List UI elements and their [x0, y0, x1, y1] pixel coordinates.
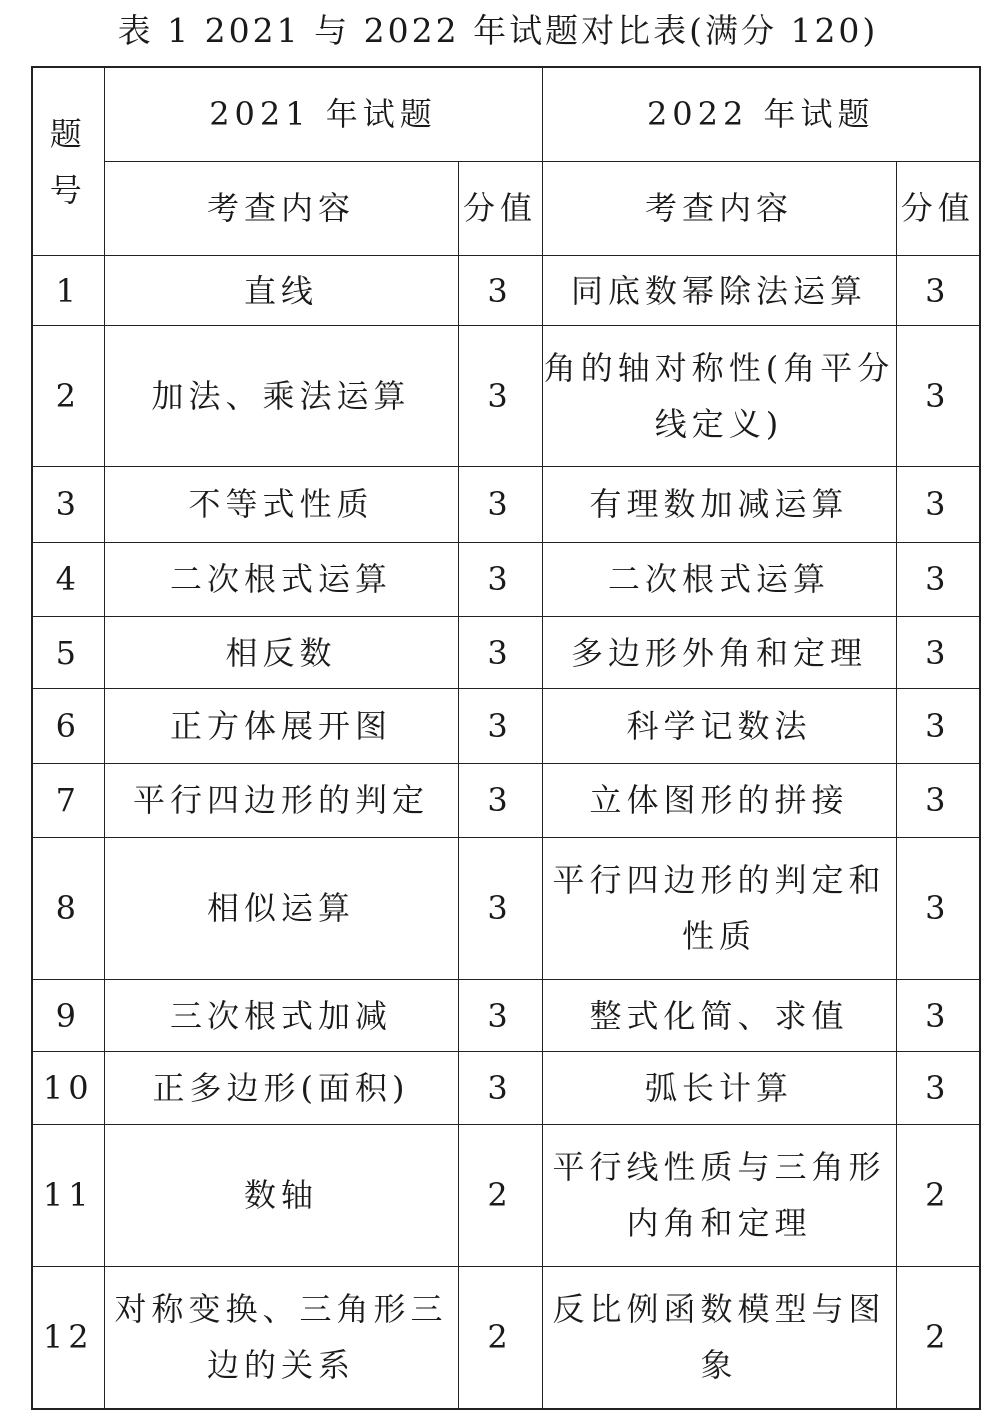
question-number: 3	[32, 466, 104, 542]
score-2022: 3	[896, 837, 980, 979]
content-2022: 立体图形的拼接	[542, 763, 896, 837]
header-2022: 2022 年试题	[542, 67, 980, 161]
score-2021: 3	[458, 542, 542, 616]
score-2021: 3	[458, 326, 542, 466]
score-2021: 3	[458, 837, 542, 979]
content-2022: 同底数幂除法运算	[542, 256, 896, 326]
table-row	[32, 1052, 980, 1124]
table-row	[32, 617, 980, 689]
score-2021: 3	[458, 980, 542, 1052]
content-2021: 相反数	[104, 617, 458, 689]
content-2022: 角的轴对称性(角平分线定义)	[542, 326, 896, 466]
content-2021: 相似运算	[104, 837, 458, 979]
score-2022: 3	[896, 617, 980, 689]
content-2022: 多边形外角和定理	[542, 617, 896, 689]
header-row-columns	[32, 161, 980, 255]
content-2021: 数轴	[104, 1124, 458, 1266]
table-row	[32, 466, 980, 542]
question-number: 8	[32, 837, 104, 979]
score-2021: 3	[458, 763, 542, 837]
table-row	[32, 980, 980, 1052]
question-number: 9	[32, 980, 104, 1052]
content-2021: 直线	[104, 256, 458, 326]
score-2022: 3	[896, 1052, 980, 1124]
table-row	[32, 326, 980, 466]
question-number-header-char-2: 号	[49, 170, 87, 209]
content-header-2022: 考查内容	[542, 161, 896, 255]
content-header-2021: 考查内容	[104, 161, 458, 255]
question-number: 5	[32, 617, 104, 689]
content-2022: 反比例函数模型与图象	[542, 1266, 896, 1409]
score-2021: 3	[458, 256, 542, 326]
content-2021: 加法、乘法运算	[104, 326, 458, 466]
question-number: 6	[32, 689, 104, 763]
content-2022: 整式化简、求值	[542, 980, 896, 1052]
table-row	[32, 542, 980, 616]
score-2022: 3	[896, 542, 980, 616]
content-2021: 正多边形(面积)	[104, 1052, 458, 1124]
score-2022: 3	[896, 256, 980, 326]
question-number-header	[32, 67, 104, 256]
score-2022: 3	[896, 980, 980, 1052]
content-2021: 三次根式加减	[104, 980, 458, 1052]
table-row	[32, 1266, 980, 1409]
content-2022: 有理数加减运算	[542, 466, 896, 542]
table-row	[32, 1124, 980, 1266]
question-number: 10	[32, 1052, 104, 1124]
question-number: 12	[32, 1266, 104, 1409]
table-row	[32, 837, 980, 979]
score-header-2022: 分值	[896, 161, 980, 255]
question-number: 11	[32, 1124, 104, 1266]
score-2021: 3	[458, 689, 542, 763]
score-2022: 3	[896, 763, 980, 837]
score-2021: 2	[458, 1266, 542, 1409]
content-2021: 平行四边形的判定	[104, 763, 458, 837]
score-2022: 2	[896, 1266, 980, 1409]
content-2021: 对称变换、三角形三边的关系	[104, 1266, 458, 1409]
content-2022: 弧长计算	[542, 1052, 896, 1124]
score-2021: 2	[458, 1124, 542, 1266]
question-number-header-char-1: 题	[49, 114, 87, 153]
score-2022: 2	[896, 1124, 980, 1266]
score-header-2021: 分值	[458, 161, 542, 255]
header-row-years	[32, 67, 980, 161]
header-2021: 2021 年试题	[104, 67, 542, 161]
content-2021: 不等式性质	[104, 466, 458, 542]
score-2021: 3	[458, 466, 542, 542]
score-2021: 3	[458, 617, 542, 689]
table-row	[32, 256, 980, 326]
score-2021: 3	[458, 1052, 542, 1124]
table-caption: 表 1 2021 与 2022 年试题对比表(满分 120)	[117, 11, 879, 50]
score-2022: 3	[896, 326, 980, 466]
comparison-table	[31, 66, 981, 1410]
score-2022: 3	[896, 466, 980, 542]
score-2022: 3	[896, 689, 980, 763]
content-2022: 平行线性质与三角形内角和定理	[542, 1124, 896, 1266]
content-2022: 平行四边形的判定和性质	[542, 837, 896, 979]
question-number: 7	[32, 763, 104, 837]
question-number: 1	[32, 256, 104, 326]
content-2021: 正方体展开图	[104, 689, 458, 763]
content-2022: 科学记数法	[542, 689, 896, 763]
table-row	[32, 763, 980, 837]
question-number: 4	[32, 542, 104, 616]
question-number: 2	[32, 326, 104, 466]
table-row	[32, 689, 980, 763]
content-2021: 二次根式运算	[104, 542, 458, 616]
content-2022: 二次根式运算	[542, 542, 896, 616]
